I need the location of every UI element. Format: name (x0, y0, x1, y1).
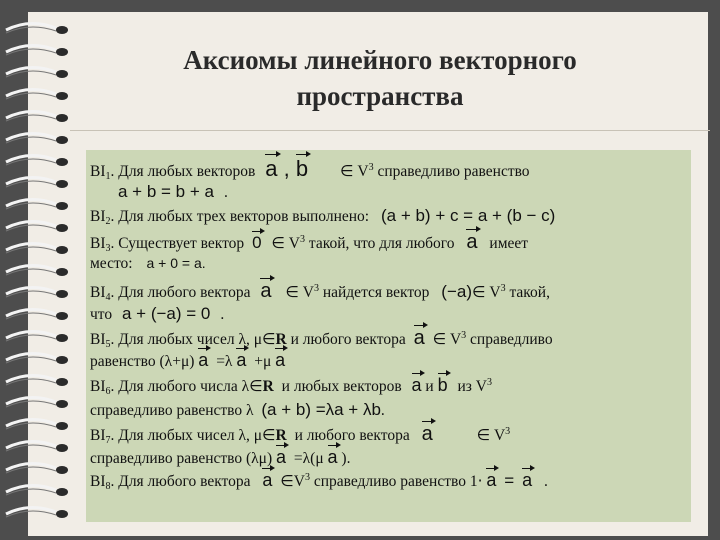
vector-a: a (260, 280, 272, 302)
axiom-3-line-2: место: a + 0 = a. (90, 255, 206, 272)
axiom-7-line-2: справедливо равенство (λμ) a =λ(μ a ). (90, 447, 351, 467)
vector-a: a (411, 375, 422, 395)
axiom-3-line-1: $ВІ_3$. Существует вектор 0 ∈ $V^3$ такой, что для любого a имеет (90, 231, 529, 254)
title-divider (70, 130, 710, 131)
vector-b: b (437, 375, 448, 395)
axiom-6-line-2: справедливо равенство λ (a + b) =λa + λb. (90, 400, 385, 419)
axiom-1-line-1: $ВІ_1$. Для любых векторов a , b ∈ $V^3$ справедливо равенство (90, 156, 530, 182)
axiom-5-line-1: $ВІ_5$. Для любых чисел λ, μ∈R и любого вектора a ∈ $V^3$ справедливо (90, 327, 553, 350)
vector-a: a (466, 231, 478, 253)
vector-a: a (198, 350, 209, 370)
slide-title (80, 42, 680, 114)
axiom-7-line-1: $ВІ_7$. Для любых чисел λ, μ∈R и любого вектора a ∈ $V^3$ (90, 423, 511, 446)
axiom-2: $ВІ_2$. Для любых трех векторов выполнено: (a + b) + c = a + (b − c) (90, 206, 556, 227)
vector-a-b: a , b (265, 156, 309, 181)
vector-zero: 0 (252, 233, 262, 252)
axiom-6-line-1: $ВІ_6$. Для любого числа λ∈R и любых векторов a и b из $V^3$ (90, 375, 492, 397)
vector-a: a (236, 350, 247, 370)
vector-a: a (276, 447, 287, 467)
axiom-1-formula: a + b = b + a . (118, 182, 228, 201)
vector-a: a (275, 350, 286, 370)
vector-a: a (522, 470, 533, 490)
vector-a: a (413, 327, 425, 349)
axiom-4-line-2: что a + (−a) = 0 . (90, 304, 225, 323)
vector-a: a (486, 470, 497, 490)
vector-a: a (421, 423, 433, 445)
axiom-8: $ВІ_8$. Для любого вектора a $\in V^3$ справедливо равенство 1⋅ a = a . (90, 470, 548, 492)
title-line-1: Аксиомы линейного векторного (183, 45, 577, 75)
vector-a: a (327, 447, 338, 467)
axiom-5-line-2: равенство (λ+μ) a =λ a +μ a (90, 350, 286, 370)
title-line-2: пространства (296, 81, 464, 111)
spiral-binding-icon (0, 12, 80, 536)
axiom-4-line-1: $ВІ_4$. Для любого вектора a ∈ $V^3$ найдется вектор (−a)∈ $V^3$ такой, (90, 280, 550, 303)
vector-a: a (262, 470, 273, 490)
